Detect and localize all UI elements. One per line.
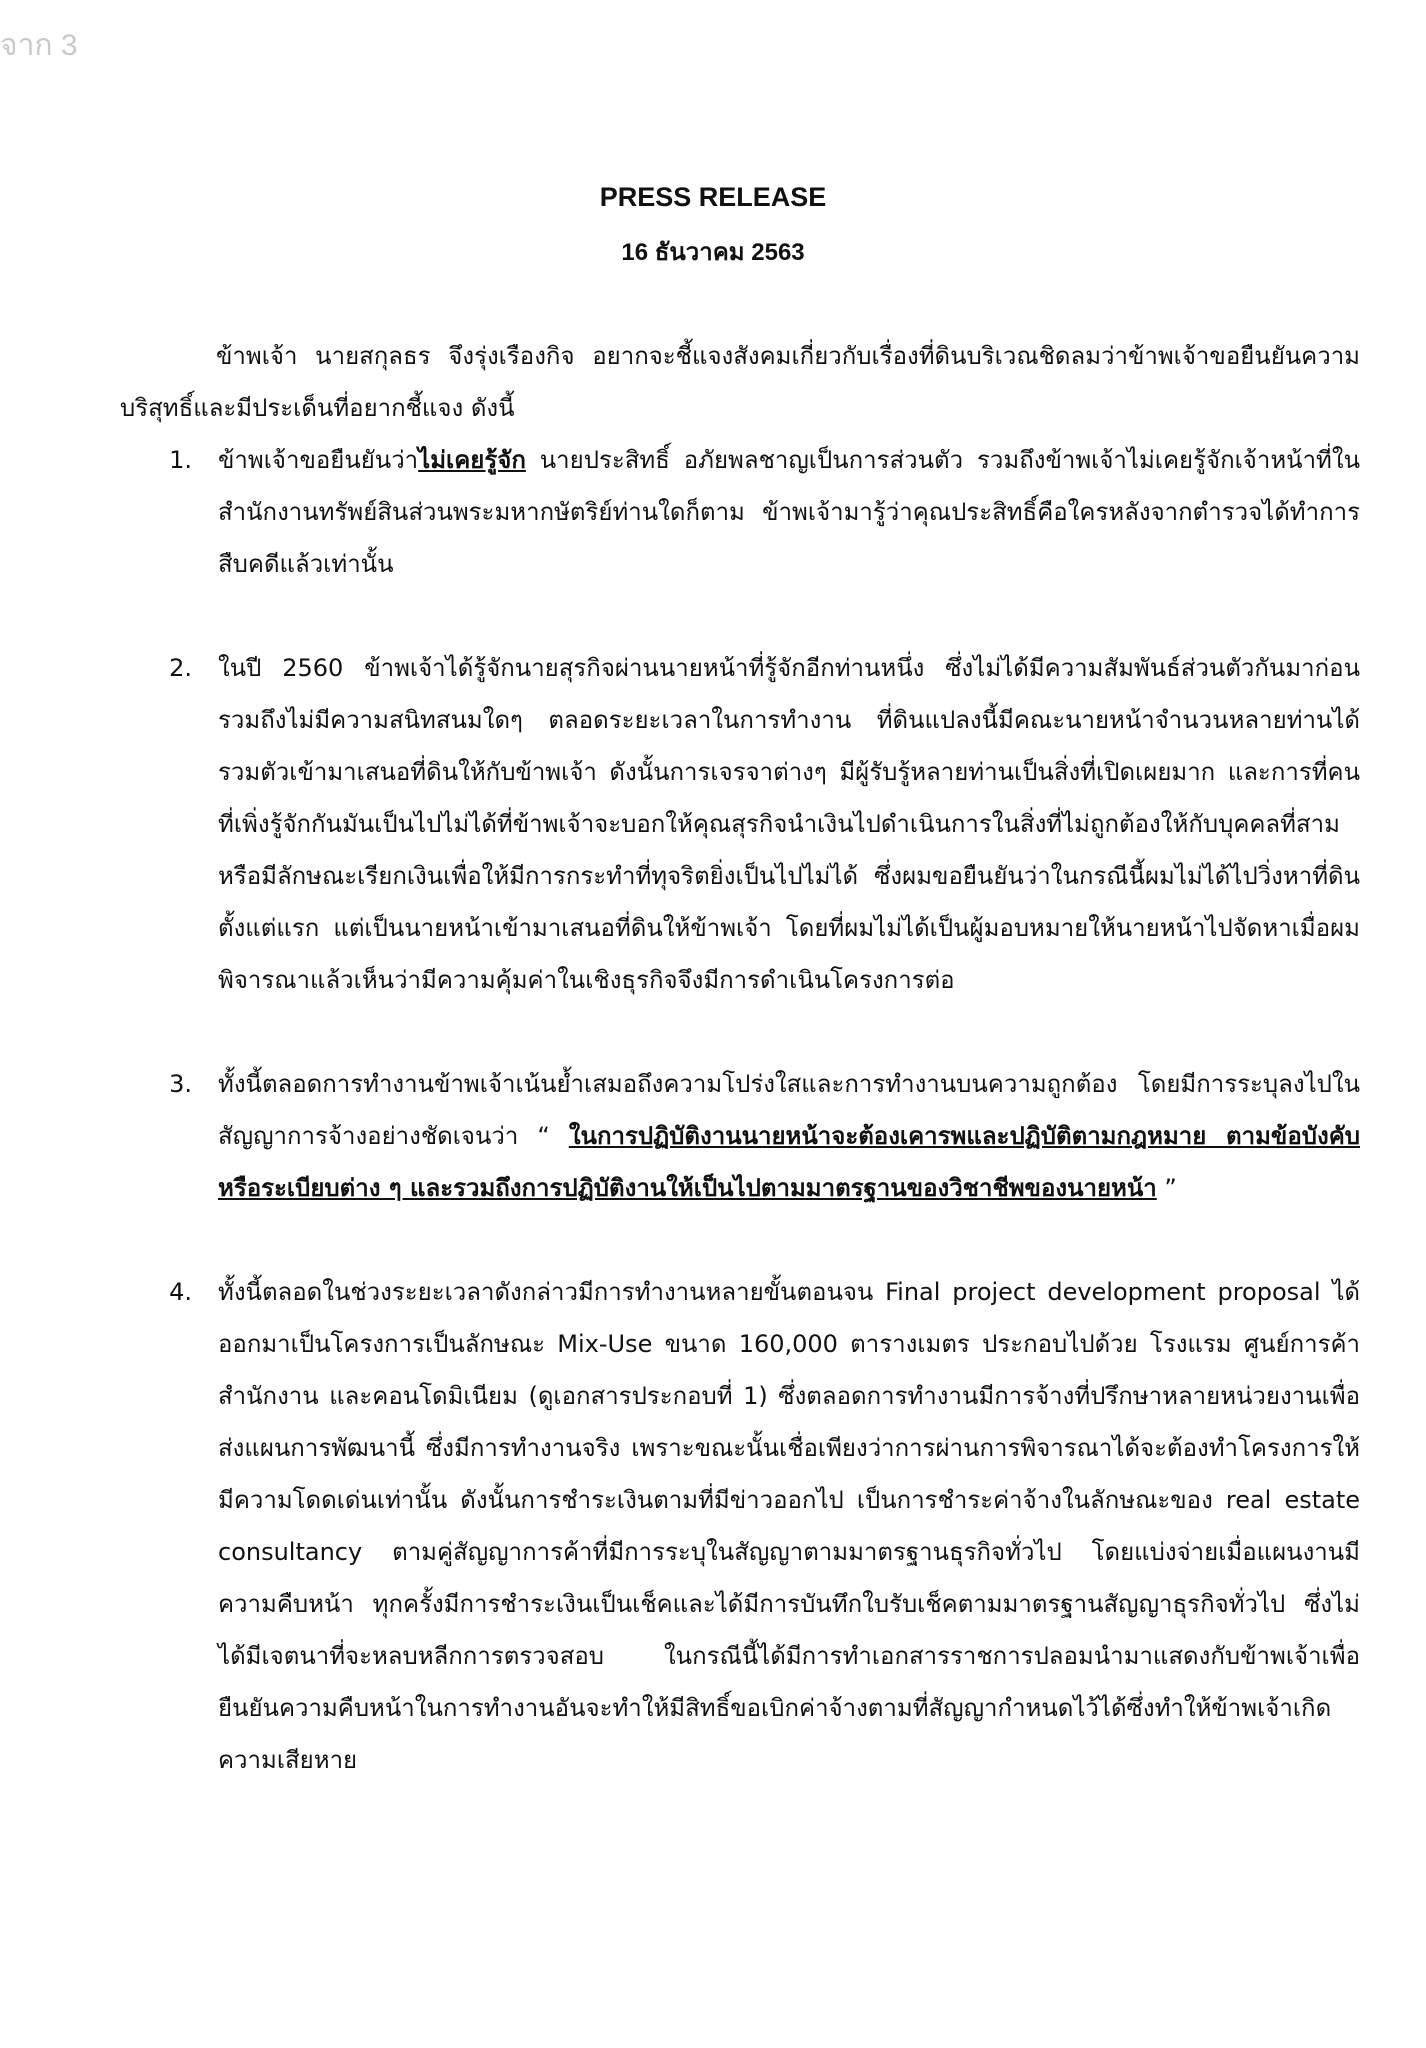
document-title: PRESS RELEASE: [599, 182, 827, 212]
item-number: 3.: [169, 1070, 192, 1098]
item-text: [218, 434, 1360, 590]
emphasis-text: ในการปฏิบัติงานนายหน้าจะต้องเคารพและปฏิบัติตามกฎหมาย ตามข้อบังคับหรือระเบียบต่าง ๆ และรวมถึงการปฏิบัติงานให้เป็นไปตามมาตรฐานของวิชาชีพของนายหน้า: [218, 1122, 1360, 1202]
document-date: 16 ธันวาคม 2563: [621, 239, 805, 266]
list-item: [120, 642, 1360, 1006]
item-text-part: นายประสิทธิ์ อภัยพลชาญเป็นการส่วนตัว รวมถึงข้าพเจ้าไม่เคยรู้จักเจ้าหน้าที่ในสำนักงานทรัพย์สินส่วนพระมหากษัตริย์ท่านใดก็ตาม ข้าพเจ้ามารู้ว่าคุณประสิทธิ์คือใครหลังจากตำรวจได้ทำการสืบคดีแล้วเท่านั้น: [218, 446, 1360, 578]
emphasis-text: ไม่เคยรู้จัก: [418, 446, 526, 474]
item-number: 1.: [169, 446, 192, 474]
item-number: 2.: [169, 654, 192, 682]
item-number: 4.: [169, 1278, 192, 1306]
intro-paragraph: ข้าพเจ้า นายสกุลธร จึงรุ่งเรืองกิจ อยากจะชี้แจงสังคมเกี่ยวกับเรื่องที่ดินบริเวณชิดลมว่าข้าพเจ้าขอยืนยันความบริสุทธิ์และมีประเด็นที่อยากชี้แจง ดังนี้: [120, 342, 1360, 422]
item-text: ในปี 2560 ข้าพเจ้าได้รู้จักนายสุรกิจผ่านนายหน้าที่รู้จักอีกท่านหนึ่ง ซึ่งไม่ได้มีความสัมพันธ์ส่วนตัวกันมาก่อน รวมถึงไม่มีความสนิทสนมใดๆ ตลอดระยะเวลาในการทำงาน ที่ดินแปลงนี้มีคณะนายหน้าจำนวนหลายท่านได้รวมตัวเข้ามาเสนอที่ดินให้กับข้าพเจ้า ดังนั้นการเจรจาต่างๆ มีผู้รับรู้หลายท่านเป็นสิ่งที่เปิดเผยมาก และการที่คนที่เพิ่งรู้จักกันมันเป็นไปไม่ได้ที่ข้าพเจ้าจะบอกให้คุณสุรกิจนำเงินไปดำเนินการในสิ่งที่ไม่ถูกต้องให้กับบุคคลที่สามหรือมีลักษณะเรียกเงินเพื่อให้มีการกระทำที่ทุจริตยิ่งเป็นไปไม่ได้ ซึ่งผมขอยืนยันว่าในกรณีนี้ผมไม่ได้ไปวิ่งหาที่ดินตั้งแต่แรก แต่เป็นนายหน้าเข้ามาเสนอที่ดินให้ข้าพเจ้า โดยที่ผมไม่ได้เป็นผู้มอบหมายให้นายหน้าไปจัดหาเมื่อผมพิจารณาแล้วเห็นว่ามีความคุ้มค่าในเชิงธุรกิจจึงมีการดำเนินโครงการต่อ: [218, 654, 1360, 994]
item-text-part: ทั้งนี้ตลอดการทำงานข้าพเจ้าเน้นย้ำเสมอถึงความโปร่งใสและการทำงานบนความถูกต้อง โดยมีการระบุลงไปในสัญญาการจ้างอย่างชัดเจนว่า “: [218, 1070, 1360, 1150]
document-body: [120, 330, 1360, 1786]
item-text: [218, 1058, 1360, 1214]
list-item: [120, 1266, 1360, 1786]
item-text: ทั้งนี้ตลอดในช่วงระยะเวลาดังกล่าวมีการทำงานหลายขั้นตอนจน Final project development proposal ได้ออกมาเป็นโครงการเป็นลักษณะ Mix-Use ขนาด 160,000 ตารางเมตร ประกอบไปด้วย โรงแรม ศูนย์การค้า สำนักงาน และคอนโดมิเนียม (ดูเอกสารประกอบที่ 1) ซึ่งตลอดการทำงานมีการจ้างที่ปรึกษาหลายหน่วยงานเพื่อส่งแผนการพัฒนานี้ ซึ่งมีการทำงานจริง เพราะขณะนั้นเชื่อเพียงว่าการผ่านการพิจารณาได้จะต้องทำโครงการให้มีความโดดเด่นเท่านั้น ดังนั้นการชำระเงินตามที่มีข่าวออกไป เป็นการชำระค่าจ้างในลักษณะของ real estate consultancy ตามคู่สัญญาการค้าที่มีการระบุในสัญญาตามมาตรฐานธุรกิจทั่วไป โดยแบ่งจ่ายเมื่อแผนงานมีความคืบหน้า ทุกครั้งมีการชำระเงินเป็นเช็คและได้มีการบันทึกใบรับเช็คตามมาตรฐานสัญญาธุรกิจทั่วไป ซึ่งไม่ได้มีเจตนาที่จะหลบหลีกการตรวจสอบ ในกรณีนี้ได้มีการทำเอกสารราชการปลอมนำมาแสดงกับข้าพเจ้าเพื่อยืนยันความคืบหน้าในการทำงานอันจะทำให้มีสิทธิ์ขอเบิกค่าจ้างตามที่สัญญากำหนดไว้ได้ซึ่งทำให้ข้าพเจ้าเกิดความเสียหาย: [218, 1278, 1360, 1774]
item-text-part: ข้าพเจ้าขอยืนยันว่า: [218, 446, 419, 474]
list-item: [120, 434, 1360, 590]
list-item: [120, 1058, 1360, 1214]
page-indicator: จาก 3: [0, 29, 78, 62]
item-text-part: ”: [1156, 1174, 1177, 1202]
